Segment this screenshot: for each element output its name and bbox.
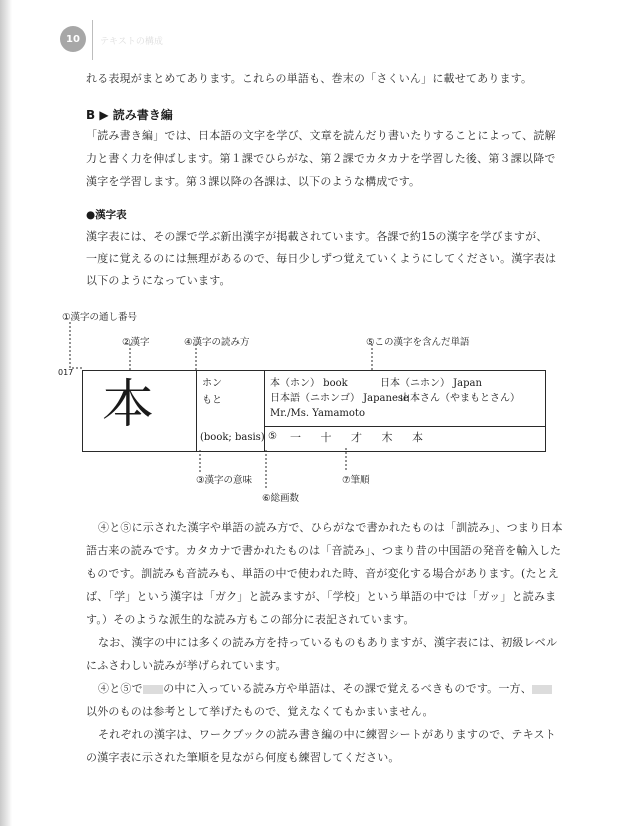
header-title: テキストの構成 — [100, 37, 163, 47]
explanation-line: それぞれの漢字は、ワークブックの読み書き編の中に練習シートがありますので、テキスト — [98, 728, 556, 741]
explanation-line: ものです。訓読みも音読みも、単語の中で使われた時、音が変化する場合があります。(たとえ — [86, 567, 560, 580]
table-divider-horizontal — [264, 426, 546, 427]
kanji-meaning: (book; basis) — [200, 432, 265, 443]
connector-serial — [70, 322, 82, 368]
section-b-heading: B ▶ 読み書き編 — [86, 108, 173, 122]
explanation-line: なお、漢字の中には多くの読み方を持っているものもありますが、漢字表には、初級レベル — [98, 636, 558, 649]
reading-on: ホン — [202, 378, 222, 389]
section-b-paragraph-line: 漢字を学習します。第３課以降の各課は、以下のような構成です。 — [86, 175, 421, 188]
explanation-line: の漢字表に示された筆順を見ながら何度も練習してください。 — [86, 751, 400, 764]
word-entry: Mr./Ms. Yamamoto — [270, 408, 365, 419]
kanji-character: 本 — [102, 375, 155, 435]
explanation-line: 語古来の読みです。カタカナで書かれたものは「音読み」、つまり昔の中国語の発音を輸入した — [86, 544, 562, 557]
word-entry: 日本語（ニホンゴ） Japanese — [270, 393, 409, 404]
kanji-table-heading: ●漢字表 — [86, 209, 127, 221]
label-words: ⑤この漢字を含んだ単語 — [366, 337, 470, 348]
explanation-line: ば、「学」という漢字は「ガク」と読みますが、「学校」という単語の中では「ガッ」と読みま — [86, 590, 557, 603]
word-entry: 日本（ニホン） Japan — [380, 378, 482, 389]
shading-text: の中に入っている読み方や単語は、その課で覚えるべきものです。一方、 — [163, 682, 532, 695]
label-stroke-order: ⑦筆順 — [342, 475, 370, 486]
kanji-table-paragraph-line: 一度に覚えるのには無理があるので、毎日少しずつ覚えていくようにしてください。漢字表は — [86, 252, 557, 265]
page-number-badge: 10 — [60, 26, 86, 52]
word-entry: 本（ホン） book — [270, 378, 348, 389]
label-serial-number: ①漢字の通し番号 — [62, 312, 138, 323]
explanation-line: にふさわしい読みが挙げられています。 — [86, 659, 287, 672]
intro-line: れる表現がまとめてあります。これらの単語も、巻末の「さくいん」に載せてあります。 — [86, 72, 533, 85]
explanation-shading-line — [98, 682, 592, 697]
label-stroke-count: ⑥総画数 — [262, 493, 300, 504]
kanji-table-paragraph-line: 漢字表には、その課で学ぶ新出漢字が掲載されています。各課で約15の漢字を学びますが、 — [86, 230, 548, 243]
reading-kun: もと — [202, 395, 222, 406]
serial-number: 017 — [58, 368, 74, 377]
explanation-line: す。）そのような派生的な読み方もこの部分に表記されています。 — [86, 613, 415, 626]
gray-shade-sample: 灰色 — [533, 685, 551, 694]
section-b-paragraph-line: 「読み書き編」では、日本語の文字を学び、文章を読んだり書いたりすることによって、読解 — [86, 129, 556, 142]
stroke-order: 一 十 才 木 本 — [290, 431, 431, 444]
label-kanji: ②漢字 — [122, 337, 150, 348]
shading-text: ④と⑤で — [98, 682, 143, 695]
label-reading: ④漢字の読み方 — [184, 337, 250, 348]
gray-shade-sample: 灰色 — [144, 685, 162, 694]
word-entry: 山本さん（やまもとさん） — [400, 393, 520, 404]
label-meaning: ③漢字の意味 — [196, 475, 253, 486]
section-b-paragraph-line: 力と書く力を伸ばします。第１課でひらがな、第２課でカタカナを学習した後、第３課以降で — [86, 152, 556, 165]
kanji-table-paragraph-line: 以下のようになっています。 — [86, 274, 231, 287]
explanation-line: 以外のものは参考として挙げたもので、覚えなくてもかまいません。 — [86, 705, 434, 718]
table-divider-1 — [196, 370, 197, 452]
explanation-line: ④と⑤に示された漢字や単語の読み方で、ひらがなで書かれたものは「訓読み」、つまり日本 — [98, 521, 563, 534]
stroke-count-marker: ⑤ — [268, 431, 277, 442]
